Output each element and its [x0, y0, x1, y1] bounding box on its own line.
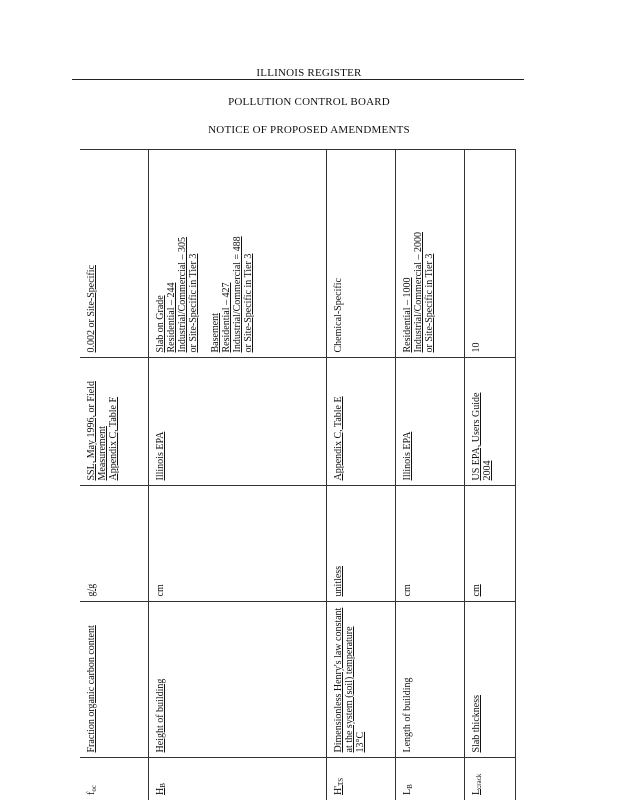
units-cell: unitless [326, 486, 395, 602]
table-row [148, 150, 326, 800]
symbol-cell: $f_{oc}$ [80, 758, 148, 800]
source-cell: US EPA, Users Guide 2004 [464, 358, 515, 486]
value-cell: 0.002 or Site-Specific [80, 150, 148, 358]
symbol-cell: $L_B$ [395, 758, 464, 800]
definition-cell: Dimensionless Henry's law constant at the system (soil) temperature 13°C [326, 602, 395, 758]
units-cell: cm [395, 486, 464, 602]
value-cell: Chemical-Specific [326, 150, 395, 358]
value-cell: 10 [464, 150, 515, 358]
definition-cell: Length of building [395, 602, 464, 758]
units-cell: cm [464, 486, 515, 602]
definition-cell: Fraction organic carbon content [80, 602, 148, 758]
units-cell: cm [148, 486, 326, 602]
definition-cell: Height of building [148, 602, 326, 758]
symbol-cell: $H_B$ [148, 758, 326, 800]
definition-cell: Slab thickness [464, 602, 515, 758]
source-cell: SSL, May 1996, or Field Measurement Appendix C, Table F [80, 358, 148, 486]
table-row [395, 150, 464, 800]
register-title: ILLINOIS REGISTER [256, 67, 362, 79]
table-row [464, 150, 515, 800]
notice-title: NOTICE OF PROPOSED AMENDMENTS [208, 124, 410, 136]
units-cell: g/g [80, 486, 148, 602]
table-row [326, 150, 395, 800]
table-row [80, 150, 148, 800]
symbol-cell: $L_{crack}$ [464, 758, 515, 800]
board-title: POLLUTION CONTROL BOARD [228, 96, 390, 108]
parameter-table [80, 150, 516, 800]
value-cell: Slab on Grade Residential – 244 Industrial/Commercial – 305 or Site-Specific in Tier 3 Basement Residential – 427 Industrial/Commercial = 488 or Site-Specific in Tier 3 [148, 150, 326, 358]
header-rule [72, 79, 524, 80]
source-cell: Illinois EPA [395, 358, 464, 486]
value-cell: Residential – 1000 Industrial/Commercial – 2000 or Site-Specific in Tier 3 [395, 150, 464, 358]
symbol-cell: $H'_{TS}$ [326, 758, 395, 800]
source-cell: Illinois EPA [148, 358, 326, 486]
rotated-table-container [80, 150, 516, 800]
source-cell: Appendix C, Table E [326, 358, 395, 486]
